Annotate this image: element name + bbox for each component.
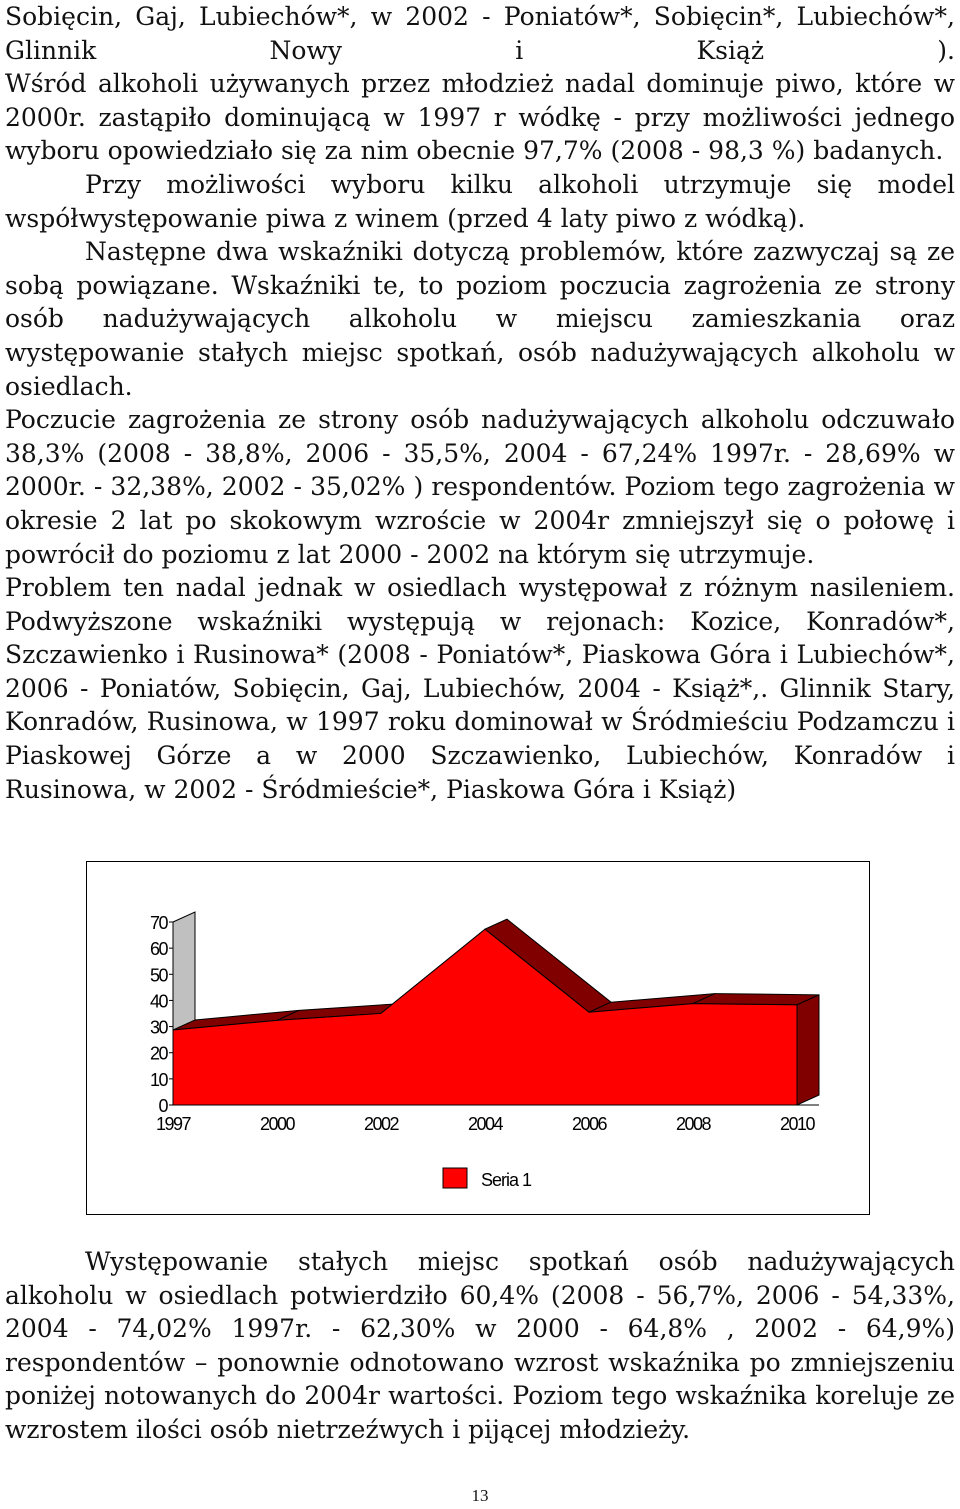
threat-chart (86, 861, 870, 1215)
y-tick-label: 60 (149, 939, 167, 960)
paragraph-5: Poczucie zagrożenia ze strony osób nadużywających alkoholu odczuwało 38,3% (2008 - 38,8%, 2006 - 35,5%, 2004 - 67,24% 1997r. - 28,69% w 2000r. - 32,38%, 2002 - 35,02% ) respondentów. Poziom tego zagrożenia w okresie 2 lat po skokowym wzroście w 2004r zmniejszył się o połowę i powrócił do poziomu z lat 2000 - 2002 na którym się utrzymuje. (5, 405, 955, 569)
paragraph-7: Występowanie stałych miejsc spotkań osób nadużywających alkoholu w osiedlach potwierdziło 60,4% (2008 - 56,7%, 2006 - 54,33%, 2004 - 74,02% 1997r. - 62,30% w 2000 - 64,8% , 2002 - 64,9%) respondentów – ponownie odnotowano wzrost wskaźnika po zmniejszeniu poniżej notowanych do 2004r wartości. Poziom tego wskaźnika koreluje ze wzrostem ilości osób nietrzeźwych i pijącej młodzieży. (5, 1247, 955, 1444)
page-number: 13 (471, 1486, 489, 1505)
y-tick-label: 20 (149, 1043, 167, 1064)
x-tick-label: 2006 (571, 1114, 607, 1134)
document-page (5, 0, 955, 806)
x-tick-label: 2000 (259, 1114, 295, 1134)
threat-chart-svg (87, 862, 869, 1214)
paragraph-1: Sobięcin, Gaj, Lubiechów*, w 2002 - Poniatów*, Sobięcin*, Lubiechów*, Glinnik Nowy i Książ ). (5, 2, 955, 65)
paragraph-6: Problem ten nadal jednak w osiedlach występował z różnym nasileniem. Podwyższone wskaźniki występują w rejonach: Kozice, Konradów*, Szczawienko i Rusinowa* (2008 - Poniatów*, Piaskowa Góra i Lubiechów*, 2006 - Poniatów, Sobięcin, Gaj, Lubiechów, 2004 - Książ*,. Glinnik Stary, Konradów, Rusinowa, w 1997 roku dominował w Śródmieściu Podzamczu i Piaskowej Górze a w 2000 Szczawienko, Lubiechów, Konradów i Rusinowa, w 2002 - Śródmieście*, Piaskowa Góra i Książ) (5, 573, 955, 804)
x-tick-label: 2004 (467, 1114, 503, 1134)
y-tick-label: 50 (149, 965, 167, 986)
y-tick-label: 30 (149, 1017, 167, 1038)
paragraph-2: Wśród alkoholi używanych przez młodzież nadal dominuje piwo, które w 2000r. zastąpiło dominującą w 1997 r wódkę - przy możliwości jednego wyboru opowiedziało się za nim obecnie 97,7% (2008 - 98,3 %) badanych. (5, 69, 955, 166)
series-end-face (797, 995, 819, 1105)
x-tick-label: 1997 (155, 1114, 191, 1134)
y-tick-label: 70 (149, 913, 167, 933)
x-tick-label: 2002 (363, 1114, 399, 1134)
y-tick-label: 10 (149, 1069, 167, 1090)
legend-label: Seria 1 (481, 1170, 532, 1190)
y-tick-label: 0 (158, 1096, 167, 1116)
legend-swatch (443, 1168, 467, 1188)
paragraph-4: Następne dwa wskaźniki dotyczą problemów, które zazwyczaj są ze sobą powiązane. Wskaźniki te, to poziom poczucia zagrożenia ze strony osób nadużywających alkoholu w miejscu zamieszkania oraz występowanie stałych miejsc spotkań, osób nadużywających alkoholu w osiedlach. (5, 237, 955, 401)
paragraph-3: Przy możliwości wyboru kilku alkoholi utrzymuje się model współwystępowanie piwa z winem (przed 4 laty piwo z wódką). (5, 169, 955, 233)
document-page-lower (5, 1245, 955, 1447)
x-tick-label: 2010 (779, 1114, 815, 1134)
x-tick-label: 2008 (675, 1114, 711, 1134)
y-tick-label: 40 (149, 991, 167, 1012)
